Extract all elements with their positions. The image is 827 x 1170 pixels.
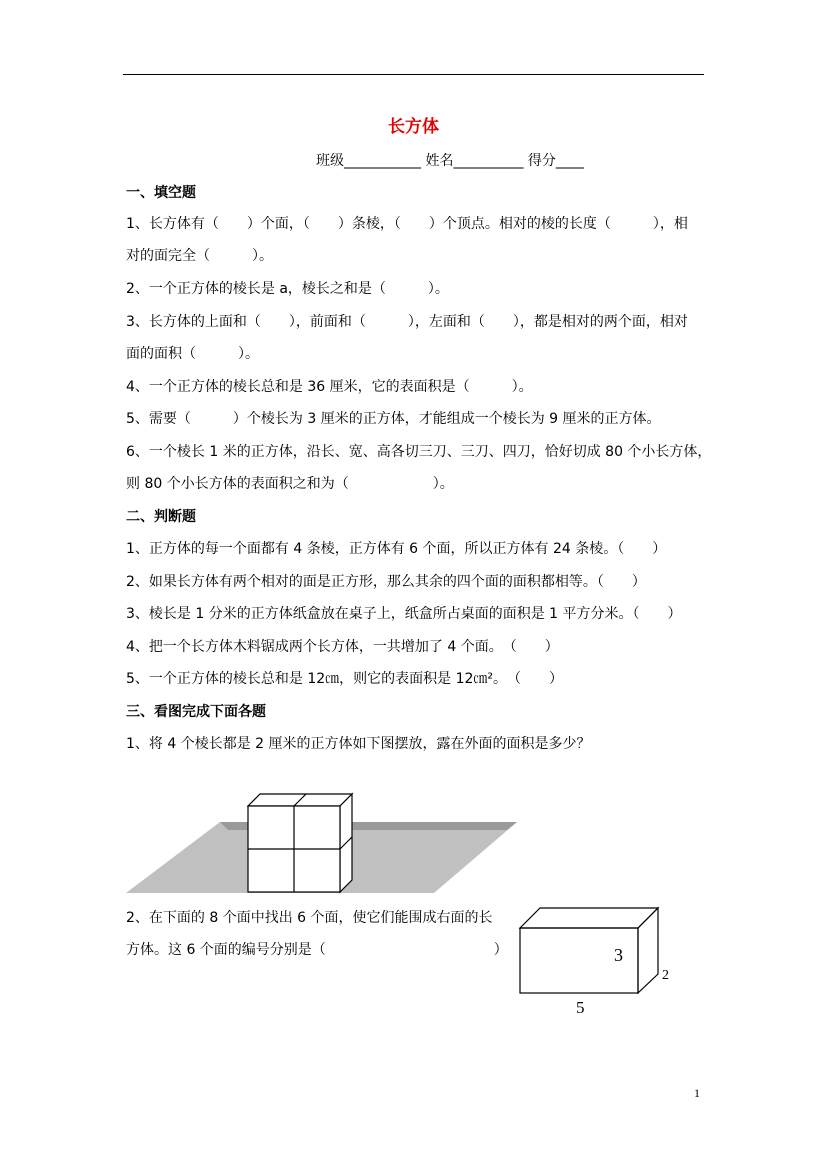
question-line: 4、一个正方体的棱长总和是 36 厘米，它的表面积是（ ）。 — [126, 379, 533, 395]
section-heading-true-false: 二、判断题 — [126, 509, 196, 525]
question-line: 6、一个棱长 1 米的正方体，沿长、宽、高各切三刀、三刀、四刀，恰好切成 80 个小长方体， — [126, 444, 712, 460]
page-number: 1 — [694, 1086, 700, 1100]
page-title: 长方体 — [388, 117, 439, 137]
question-line: 3、棱长是 1 分米的正方体纸盒放在桌子上，纸盒所占桌面的面积是 1 平方分米。（ ） — [126, 606, 682, 622]
front-face-label: 3 — [614, 945, 623, 965]
question-line: 3、长方体的上面和（ ），前面和（ ），左面和（ ），都是相对的两个面，相对 — [126, 314, 688, 330]
question-line: 对的面完全（ ）。 — [126, 248, 273, 264]
section-heading-figures: 三、看图完成下面各题 — [126, 704, 266, 720]
question-line: 面的面积（ ）。 — [126, 346, 259, 362]
question-line: 2、如果长方体有两个相对的面是正方形，那么其余的四个面的面积都相等。（ ） — [126, 574, 646, 590]
cube-stack — [248, 794, 352, 892]
header-rule — [123, 74, 704, 75]
bottom-edge-label: 5 — [576, 998, 585, 1017]
question-line: 则 80 个小长方体的表面积之和为（ ）。 — [126, 476, 454, 492]
question-line: 2、在下面的 8 个面中找出 6 个面，使它们能围成右面的长 — [126, 910, 493, 926]
question-line: 方体。这 6 个面的编号分别是（ ） — [126, 942, 508, 958]
cuboid-figure — [510, 900, 690, 1020]
question-line: 1、将 4 个棱长都是 2 厘米的正方体如下图摆放，露在外面的面积是多少？ — [126, 736, 591, 752]
question-line: 2、一个正方体的棱长是 a，棱长之和是（ ）。 — [126, 281, 449, 297]
student-info-line: 班级___________ 姓名__________ 得分____ — [316, 153, 584, 169]
question-line: 4、把一个长方体木料锯成两个长方体，一共增加了 4 个面。 （ ） — [126, 639, 559, 655]
question-line: 5、需要（ ）个棱长为 3 厘米的正方体，才能组成一个棱长为 9 厘米的正方体。 — [126, 411, 661, 427]
question-line: 5、一个正方体的棱长总和是 12㎝，则它的表面积是 12㎝²。 （ ） — [126, 671, 564, 687]
question-line: 1、正方体的每一个面都有 4 条棱，正方体有 6 个面，所以正方体有 24 条棱。（ ） — [126, 541, 667, 557]
side-edge-label: 2 — [662, 968, 669, 983]
section-heading-fill-blank: 一、填空题 — [126, 185, 196, 201]
cubes-on-table-figure — [120, 785, 525, 900]
question-line: 1、长方体有（ ）个面，（ ）条棱，（ ）个顶点。相对的棱的长度（ ），相 — [126, 216, 688, 232]
